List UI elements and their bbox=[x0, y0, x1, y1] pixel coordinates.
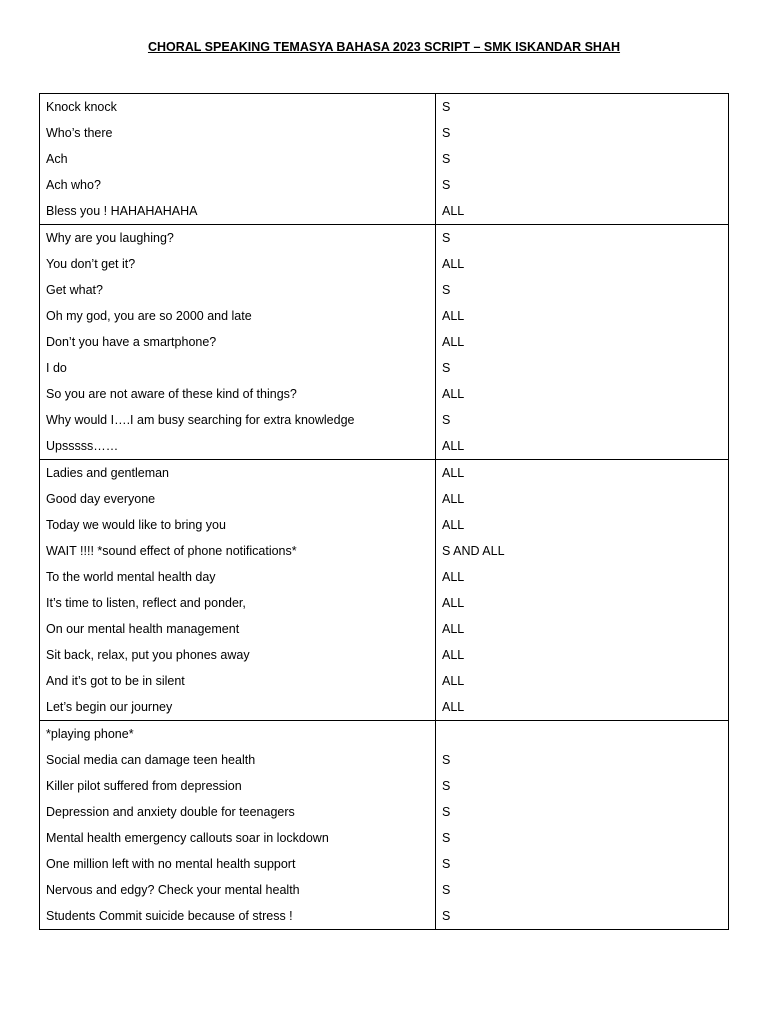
script-line: Upsssss…… bbox=[40, 433, 436, 460]
speaker-cell: S AND ALL bbox=[436, 538, 729, 564]
table-row bbox=[40, 564, 729, 590]
table-row bbox=[40, 225, 729, 252]
script-line: Ach bbox=[40, 146, 436, 172]
speaker-cell: S bbox=[436, 146, 729, 172]
script-line: Why are you laughing? bbox=[40, 225, 436, 252]
speaker-cell: ALL bbox=[436, 616, 729, 642]
table-row bbox=[40, 903, 729, 930]
script-line: Why would I….I am busy searching for extra knowledge bbox=[40, 407, 436, 433]
table-row bbox=[40, 355, 729, 381]
table-row bbox=[40, 825, 729, 851]
speaker-cell: ALL bbox=[436, 642, 729, 668]
speaker-cell: S bbox=[436, 903, 729, 930]
script-line: WAIT !!!! *sound effect of phone notifications* bbox=[40, 538, 436, 564]
script-line: It’s time to listen, reflect and ponder, bbox=[40, 590, 436, 616]
speaker-cell: S bbox=[436, 799, 729, 825]
table-row bbox=[40, 146, 729, 172]
speaker-cell: ALL bbox=[436, 668, 729, 694]
table-row bbox=[40, 616, 729, 642]
script-line: And it’s got to be in silent bbox=[40, 668, 436, 694]
script-line: Today we would like to bring you bbox=[40, 512, 436, 538]
script-line: Mental health emergency callouts soar in lockdown bbox=[40, 825, 436, 851]
script-line: Sit back, relax, put you phones away bbox=[40, 642, 436, 668]
script-section bbox=[40, 94, 729, 225]
speaker-cell: ALL bbox=[436, 303, 729, 329]
speaker-cell: S bbox=[436, 825, 729, 851]
table-row bbox=[40, 433, 729, 460]
table-row bbox=[40, 877, 729, 903]
table-row bbox=[40, 277, 729, 303]
speaker-cell: S bbox=[436, 120, 729, 146]
table-row bbox=[40, 799, 729, 825]
speaker-cell: ALL bbox=[436, 198, 729, 225]
table-row bbox=[40, 590, 729, 616]
table-row bbox=[40, 460, 729, 487]
speaker-cell: ALL bbox=[436, 381, 729, 407]
script-line: Killer pilot suffered from depression bbox=[40, 773, 436, 799]
script-line: On our mental health management bbox=[40, 616, 436, 642]
speaker-cell: S bbox=[436, 172, 729, 198]
speaker-cell: ALL bbox=[436, 512, 729, 538]
script-line: Good day everyone bbox=[40, 486, 436, 512]
script-line: Don’t you have a smartphone? bbox=[40, 329, 436, 355]
table-row bbox=[40, 512, 729, 538]
script-line: Who’s there bbox=[40, 120, 436, 146]
table-row bbox=[40, 747, 729, 773]
speaker-cell: S bbox=[436, 407, 729, 433]
script-section bbox=[40, 225, 729, 460]
script-line: Let’s begin our journey bbox=[40, 694, 436, 721]
speaker-cell bbox=[436, 721, 729, 748]
table-row bbox=[40, 773, 729, 799]
speaker-cell: ALL bbox=[436, 251, 729, 277]
script-line: *playing phone* bbox=[40, 721, 436, 748]
script-line: Knock knock bbox=[40, 94, 436, 121]
table-row bbox=[40, 198, 729, 225]
table-row bbox=[40, 538, 729, 564]
speaker-cell: ALL bbox=[436, 486, 729, 512]
speaker-cell: S bbox=[436, 851, 729, 877]
speaker-cell: S bbox=[436, 277, 729, 303]
speaker-cell: S bbox=[436, 94, 729, 121]
speaker-cell: ALL bbox=[436, 694, 729, 721]
table-row bbox=[40, 329, 729, 355]
table-row bbox=[40, 668, 729, 694]
script-line: Nervous and edgy? Check your mental health bbox=[40, 877, 436, 903]
script-line: Oh my god, you are so 2000 and late bbox=[40, 303, 436, 329]
table-row bbox=[40, 120, 729, 146]
table-row bbox=[40, 303, 729, 329]
script-line: One million left with no mental health support bbox=[40, 851, 436, 877]
script-line: To the world mental health day bbox=[40, 564, 436, 590]
script-line: Ladies and gentleman bbox=[40, 460, 436, 487]
script-line: So you are not aware of these kind of things? bbox=[40, 381, 436, 407]
script-section bbox=[40, 460, 729, 721]
script-line: Depression and anxiety double for teenagers bbox=[40, 799, 436, 825]
speaker-cell: S bbox=[436, 747, 729, 773]
table-row bbox=[40, 407, 729, 433]
speaker-cell: S bbox=[436, 225, 729, 252]
table-row bbox=[40, 694, 729, 721]
speaker-cell: ALL bbox=[436, 564, 729, 590]
table-row bbox=[40, 172, 729, 198]
speaker-cell: ALL bbox=[436, 329, 729, 355]
speaker-cell: S bbox=[436, 355, 729, 381]
script-table bbox=[39, 93, 729, 930]
table-row bbox=[40, 381, 729, 407]
speaker-cell: ALL bbox=[436, 433, 729, 460]
speaker-cell: S bbox=[436, 877, 729, 903]
document-title: CHORAL SPEAKING TEMASYA BAHASA 2023 SCRIPT – SMK ISKANDAR SHAH bbox=[147, 40, 621, 54]
script-line: Social media can damage teen health bbox=[40, 747, 436, 773]
table-row bbox=[40, 721, 729, 748]
script-line: Ach who? bbox=[40, 172, 436, 198]
speaker-cell: S bbox=[436, 773, 729, 799]
table-row bbox=[40, 486, 729, 512]
table-row bbox=[40, 851, 729, 877]
table-row bbox=[40, 94, 729, 121]
table-row bbox=[40, 251, 729, 277]
script-line: Get what? bbox=[40, 277, 436, 303]
script-line: Students Commit suicide because of stress ! bbox=[40, 903, 436, 930]
script-line: You don’t get it? bbox=[40, 251, 436, 277]
speaker-cell: ALL bbox=[436, 460, 729, 487]
script-line: Bless you ! HAHAHAHAHA bbox=[40, 198, 436, 225]
script-section bbox=[40, 721, 729, 930]
table-row bbox=[40, 642, 729, 668]
speaker-cell: ALL bbox=[436, 590, 729, 616]
script-line: I do bbox=[40, 355, 436, 381]
